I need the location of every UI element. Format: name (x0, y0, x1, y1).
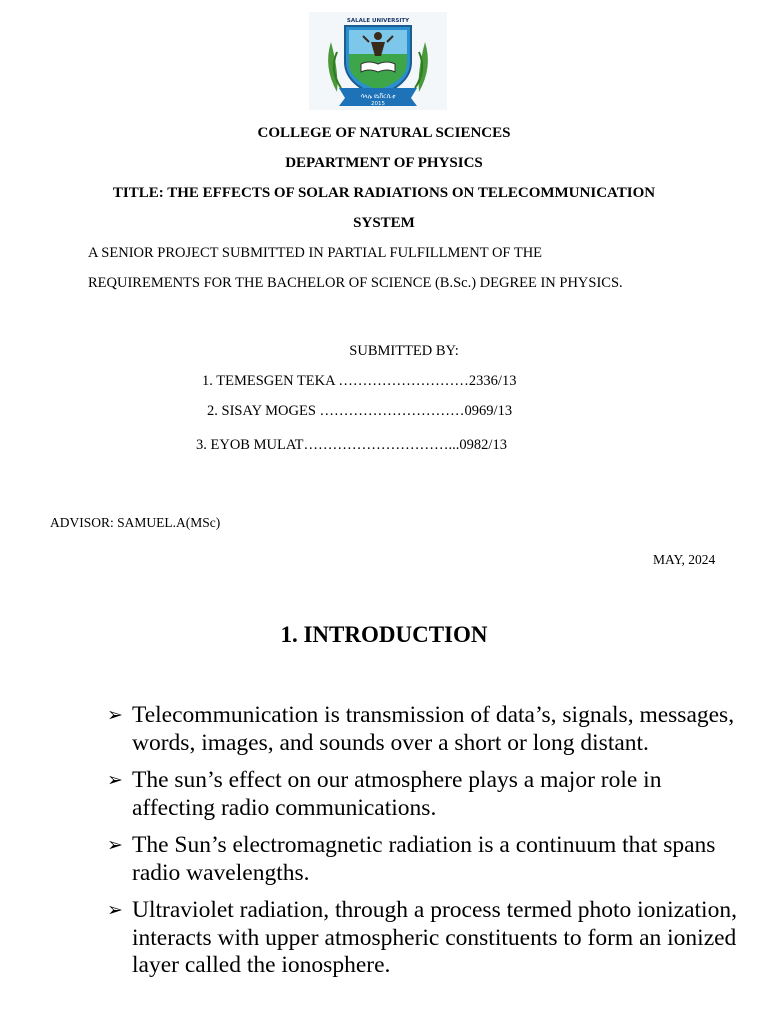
bullet-text: The Sun’s electromagnetic radiation is a continuum that spans radio wavelengths. (132, 832, 716, 886)
submitter-item: 3. EYOB MULAT…………………………...0982/13 (196, 437, 507, 453)
arrow-bullet-icon: ➢ (107, 834, 123, 856)
arrow-bullet-icon: ➢ (107, 769, 123, 791)
university-logo (309, 12, 447, 110)
section-heading: 1. INTRODUCTION (280, 622, 488, 647)
submitter-item: 1. TEMESGEN TEKA ………………………2336/13 (202, 373, 517, 389)
arrow-bullet-icon: ➢ (107, 899, 123, 921)
logo-year: 2015 (371, 101, 385, 107)
bullet-text: The sun’s effect on our atmosphere plays a major role in affecting radio communications. (132, 767, 662, 821)
logo-top-text: SALALE UNIVERSITY (346, 18, 410, 24)
project-title-line1: TITLE: THE EFFECTS OF SOLAR RADIATIONS ON TELECOMMUNICATION (112, 185, 656, 201)
bullet-text: Telecommunication is transmission of data’s, signals, messages, words, images, and sounds over a short or long distant. (132, 702, 735, 756)
bullet-item (107, 702, 747, 757)
submission-statement-line2: REQUIREMENTS FOR THE BACHELOR OF SCIENCE (B.Sc.) DEGREE IN PHYSICS. (88, 275, 623, 291)
submitter-item: 2. SISAY MOGES …………………………0969/13 (207, 403, 513, 419)
bullet-item (107, 767, 747, 822)
bullet-item (107, 832, 747, 887)
logo-ribbon-text: ሳላሌ ዩኒቨርሲቲ (360, 93, 396, 100)
introduction-bullet-list (107, 702, 747, 990)
bullet-text: Ultraviolet radiation, through a process termed photo ionization, interacts with upper atmospheric constituents to form an ionized layer called the ionosphere. (132, 897, 737, 978)
submitted-by-heading: SUBMITTED BY: (349, 343, 459, 359)
submission-date: MAY, 2024 (653, 552, 716, 567)
department-name: DEPARTMENT OF PHYSICS (285, 155, 483, 171)
submission-statement-line1: A SENIOR PROJECT SUBMITTED IN PARTIAL FULFILLMENT OF THE (88, 245, 543, 261)
project-title-line2: SYSTEM (353, 215, 415, 231)
college-name: COLLEGE OF NATURAL SCIENCES (257, 125, 511, 141)
advisor-line: ADVISOR: SAMUEL.A(MSc) (50, 515, 221, 530)
arrow-bullet-icon: ➢ (107, 704, 123, 726)
bullet-item (107, 897, 747, 980)
